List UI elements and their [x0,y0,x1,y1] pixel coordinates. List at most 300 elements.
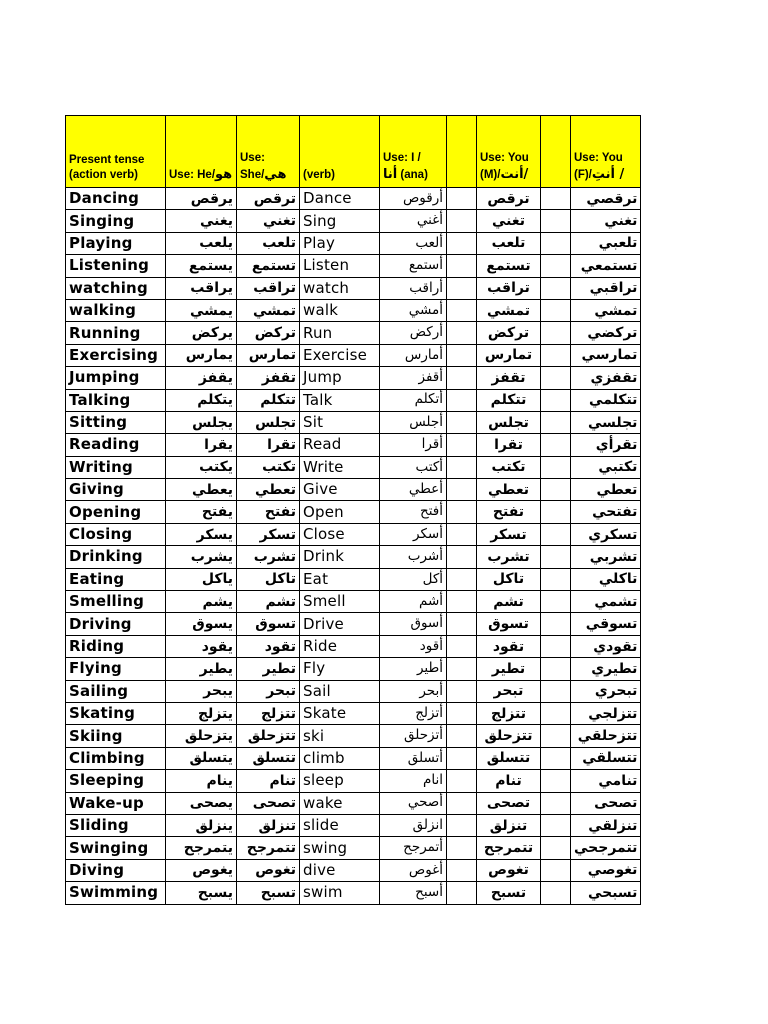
cell-present-tense: Sailing [66,680,166,702]
cell-i: أطير [380,658,447,680]
cell-he: يقرا [166,434,237,456]
cell-you-m: تجلس [477,411,541,433]
cell-you-f: تمارسي [571,344,641,366]
table-row [66,591,641,613]
table-row [66,456,641,478]
cell-present-tense: watching [66,277,166,299]
cell-i: أرقوص [380,188,447,210]
cell-verb: Jump [300,367,380,389]
cell-verb: Write [300,456,380,478]
cell-i: أمارس [380,344,447,366]
cell-you-m: تعطي [477,479,541,501]
cell-present-tense: Giving [66,479,166,501]
cell-you-m: تقود [477,635,541,657]
cell-you-m: تسكر [477,523,541,545]
cell-present-tense: Exercising [66,344,166,366]
cell-she: تقود [237,635,300,657]
table-row [66,814,641,836]
cell-you-m: تتمرجح [477,837,541,859]
cell-he: يمشي [166,299,237,321]
cell-verb: slide [300,814,380,836]
cell-present-tense: Jumping [66,367,166,389]
cell-i: أسبح [380,882,447,904]
cell-present-tense: walking [66,299,166,321]
cell-blank [447,255,477,277]
cell-present-tense: Sleeping [66,770,166,792]
cell-i: أسكر [380,523,447,545]
cell-present-tense: Driving [66,613,166,635]
cell-blank [541,859,571,881]
cell-he: يبحر [166,680,237,702]
cell-i: أقفز [380,367,447,389]
cell-blank [541,613,571,635]
cell-you-m: تفتح [477,501,541,523]
cell-i: أغوص [380,859,447,881]
cell-blank [447,814,477,836]
cell-you-m: تمشي [477,299,541,321]
cell-he: يركض [166,322,237,344]
cell-present-tense: Riding [66,635,166,657]
cell-blank [447,456,477,478]
cell-verb: Sit [300,411,380,433]
cell-you-f: تشمي [571,591,641,613]
cell-he: يمارس [166,344,237,366]
cell-you-m: تبحر [477,680,541,702]
cell-you-f: تسبحي [571,882,641,904]
cell-you-f: تقفزي [571,367,641,389]
cell-blank [447,613,477,635]
cell-you-m: تتزلج [477,702,541,724]
cell-he: يسكر [166,523,237,545]
cell-she: تاكل [237,568,300,590]
cell-blank [541,322,571,344]
cell-i: ألعب [380,232,447,254]
cell-present-tense: Talking [66,389,166,411]
cell-he: ينام [166,770,237,792]
cell-you-f: تبحري [571,680,641,702]
table-row [66,546,641,568]
cell-she: تركض [237,322,300,344]
cell-she: تسكر [237,523,300,545]
cell-i: أسوق [380,613,447,635]
cell-verb: wake [300,792,380,814]
table-row [66,210,641,232]
cell-she: تشم [237,591,300,613]
table-row [66,277,641,299]
cell-i: أبحر [380,680,447,702]
cell-present-tense: Listening [66,255,166,277]
cell-i: أشم [380,591,447,613]
table-row [66,658,641,680]
table-row [66,232,641,254]
cell-present-tense: Flying [66,658,166,680]
cell-blank [447,546,477,568]
cell-you-m: تتسلق [477,747,541,769]
cell-you-f: تكتبي [571,456,641,478]
cell-blank [541,837,571,859]
table-row [66,568,641,590]
cell-present-tense: Swimming [66,882,166,904]
cell-i: أركض [380,322,447,344]
cell-she: تمشي [237,299,300,321]
cell-blank [447,702,477,724]
cell-present-tense: Smelling [66,591,166,613]
cell-she: تكتب [237,456,300,478]
cell-present-tense: Sitting [66,411,166,433]
cell-i: أشرب [380,546,447,568]
cell-present-tense: Climbing [66,747,166,769]
cell-he: يغوص [166,859,237,881]
table-row [66,434,641,456]
table-row [66,725,641,747]
cell-she: تتكلم [237,389,300,411]
cell-you-m: تشم [477,591,541,613]
cell-you-m: تسبح [477,882,541,904]
cell-you-f: تقودي [571,635,641,657]
cell-you-f: تقرأي [571,434,641,456]
cell-you-f: تسكري [571,523,641,545]
cell-blank [541,747,571,769]
cell-i: أمشي [380,299,447,321]
cell-verb: dive [300,859,380,881]
cell-blank [541,232,571,254]
cell-blank [541,591,571,613]
table-row [66,299,641,321]
table-row [66,523,641,545]
cell-she: تراقب [237,277,300,299]
cell-verb: Close [300,523,380,545]
cell-he: ينزلق [166,814,237,836]
header-present-tense: Present tense (action verb) [66,116,166,188]
cell-he: يجلس [166,411,237,433]
cell-blank [541,344,571,366]
cell-i: أستمع [380,255,447,277]
cell-she: ترقص [237,188,300,210]
cell-blank [541,389,571,411]
cell-blank [447,658,477,680]
cell-she: تغوص [237,859,300,881]
table-row [66,837,641,859]
cell-blank [447,277,477,299]
table-row [66,792,641,814]
table-row [66,702,641,724]
table-row [66,389,641,411]
cell-verb: Talk [300,389,380,411]
cell-i: أفتح [380,501,447,523]
cell-you-f: تجلسي [571,411,641,433]
cell-verb: ski [300,725,380,747]
cell-present-tense: Singing [66,210,166,232]
cell-blank [447,523,477,545]
cell-he: يسوق [166,613,237,635]
cell-blank [447,882,477,904]
cell-verb: Skate [300,702,380,724]
cell-you-m: تمارس [477,344,541,366]
cell-i: أتزحلق [380,725,447,747]
cell-you-f: تتزلجي [571,702,641,724]
cell-he: يشم [166,591,237,613]
cell-she: تستمع [237,255,300,277]
cell-blank [447,770,477,792]
cell-you-f: تطيري [571,658,641,680]
cell-he: يتزحلق [166,725,237,747]
cell-verb: watch [300,277,380,299]
cell-i: أتسلق [380,747,447,769]
table-row [66,635,641,657]
cell-she: تتسلق [237,747,300,769]
cell-you-m: تستمع [477,255,541,277]
cell-blank [541,255,571,277]
table-row [66,322,641,344]
cell-present-tense: Sliding [66,814,166,836]
table-row [66,501,641,523]
cell-blank [541,546,571,568]
cell-blank [447,367,477,389]
table-row [66,411,641,433]
cell-she: تفتح [237,501,300,523]
cell-blank [541,299,571,321]
cell-present-tense: Diving [66,859,166,881]
cell-he: يسبح [166,882,237,904]
cell-he: يغني [166,210,237,232]
cell-he: يستمع [166,255,237,277]
cell-verb: swim [300,882,380,904]
cell-you-m: تطير [477,658,541,680]
cell-blank [447,635,477,657]
cell-blank [541,680,571,702]
cell-verb: Dance [300,188,380,210]
cell-you-m: تنزلق [477,814,541,836]
table-row [66,344,641,366]
cell-blank [447,411,477,433]
cell-he: يطير [166,658,237,680]
cell-i: أجلس [380,411,447,433]
cell-she: تغني [237,210,300,232]
cell-he: يراقب [166,277,237,299]
cell-present-tense: Drinking [66,546,166,568]
cell-you-f: تتكلمي [571,389,641,411]
table-row [66,770,641,792]
cell-he: يتمرجح [166,837,237,859]
header-row [66,116,641,188]
cell-he: يكتب [166,456,237,478]
table-row [66,479,641,501]
cell-he: يلعب [166,232,237,254]
cell-you-f: تتمرجحي [571,837,641,859]
cell-blank [447,344,477,366]
cell-present-tense: Skating [66,702,166,724]
cell-he: يتزلج [166,702,237,724]
cell-blank [541,479,571,501]
cell-she: تقفز [237,367,300,389]
cell-he: يصحى [166,792,237,814]
cell-verb: walk [300,299,380,321]
header-blank-1 [447,116,477,188]
cell-blank [447,479,477,501]
cell-he: يرقص [166,188,237,210]
cell-she: تجلس [237,411,300,433]
cell-present-tense: Eating [66,568,166,590]
cell-you-m: تلعب [477,232,541,254]
table-row [66,882,641,904]
cell-i: أقود [380,635,447,657]
cell-i: أعطي [380,479,447,501]
cell-blank [447,747,477,769]
cell-he: يقود [166,635,237,657]
cell-she: تقرا [237,434,300,456]
cell-present-tense: Playing [66,232,166,254]
cell-blank [541,411,571,433]
cell-she: تسبح [237,882,300,904]
cell-blank [541,658,571,680]
cell-you-f: تركضي [571,322,641,344]
cell-blank [447,725,477,747]
cell-blank [541,188,571,210]
cell-i: أقرا [380,434,447,456]
cell-i: أكتب [380,456,447,478]
cell-verb: Sail [300,680,380,702]
cell-blank [447,232,477,254]
cell-you-f: ترقصي [571,188,641,210]
cell-verb: Sing [300,210,380,232]
cell-blank [447,591,477,613]
cell-you-f: تفتحي [571,501,641,523]
cell-you-f: تاكلي [571,568,641,590]
cell-verb: Ride [300,635,380,657]
cell-i: أراقب [380,277,447,299]
cell-you-m: تنام [477,770,541,792]
cell-verb: sleep [300,770,380,792]
cell-she: تطير [237,658,300,680]
cell-you-m: تسوق [477,613,541,635]
cell-he: يعطي [166,479,237,501]
cell-you-f: تنامي [571,770,641,792]
cell-verb: Open [300,501,380,523]
cell-i: انام [380,770,447,792]
table-row [66,859,641,881]
cell-you-m: تراقب [477,277,541,299]
verb-conjugation-table [65,115,641,905]
header-verb: (verb) [300,116,380,188]
cell-verb: Read [300,434,380,456]
cell-present-tense: Opening [66,501,166,523]
cell-present-tense: Closing [66,523,166,545]
cell-you-f: تتزحلقي [571,725,641,747]
cell-i: أكل [380,568,447,590]
cell-blank [541,367,571,389]
cell-blank [541,568,571,590]
cell-you-f: تغني [571,210,641,232]
cell-present-tense: Running [66,322,166,344]
cell-i: أتزلج [380,702,447,724]
cell-blank [541,770,571,792]
cell-blank [447,434,477,456]
cell-you-f: تنزلقي [571,814,641,836]
cell-i: أتكلم [380,389,447,411]
cell-blank [541,277,571,299]
cell-present-tense: Skiing [66,725,166,747]
cell-blank [541,523,571,545]
cell-blank [541,456,571,478]
cell-you-f: تستمعي [571,255,641,277]
cell-she: تعطي [237,479,300,501]
cell-blank [447,299,477,321]
cell-blank [447,210,477,232]
cell-she: تتزحلق [237,725,300,747]
header-i: Use: I / أنا (ana) [380,116,447,188]
cell-blank [447,680,477,702]
cell-blank [447,501,477,523]
cell-you-m: تتكلم [477,389,541,411]
cell-you-f: تلعبي [571,232,641,254]
cell-he: يشرب [166,546,237,568]
cell-you-f: تسوقي [571,613,641,635]
cell-he: ياكل [166,568,237,590]
cell-i: انزلق [380,814,447,836]
cell-blank [447,568,477,590]
cell-you-m: تشرب [477,546,541,568]
cell-blank [447,322,477,344]
cell-verb: Smell [300,591,380,613]
cell-blank [447,389,477,411]
cell-she: تبحر [237,680,300,702]
cell-he: يتكلم [166,389,237,411]
cell-she: تلعب [237,232,300,254]
cell-you-m: تاكل [477,568,541,590]
cell-she: تنزلق [237,814,300,836]
cell-he: يفتح [166,501,237,523]
cell-present-tense: Wake-up [66,792,166,814]
cell-present-tense: Dancing [66,188,166,210]
cell-blank [541,792,571,814]
cell-blank [541,702,571,724]
cell-you-m: تغوص [477,859,541,881]
cell-blank [447,859,477,881]
table-row [66,613,641,635]
cell-verb: Fly [300,658,380,680]
cell-you-f: تتسلقي [571,747,641,769]
cell-you-m: تقفز [477,367,541,389]
cell-blank [541,635,571,657]
table-row [66,367,641,389]
cell-you-m: ترقص [477,188,541,210]
cell-verb: Give [300,479,380,501]
cell-verb: Drive [300,613,380,635]
cell-she: تتزلج [237,702,300,724]
cell-verb: Eat [300,568,380,590]
cell-verb: Run [300,322,380,344]
cell-verb: Listen [300,255,380,277]
cell-you-f: تعطي [571,479,641,501]
cell-you-f: تراقبي [571,277,641,299]
cell-i: أتمرجح [380,837,447,859]
cell-blank [541,882,571,904]
header-you-f: Use: You (F)/أنتِ / [571,116,641,188]
cell-you-m: تغني [477,210,541,232]
header-you-m: Use: You (M)/أنت/ [477,116,541,188]
cell-she: تتمرجح [237,837,300,859]
cell-you-m: تتزحلق [477,725,541,747]
cell-you-m: تقرا [477,434,541,456]
table-row [66,188,641,210]
cell-she: تسوق [237,613,300,635]
cell-she: تصحى [237,792,300,814]
table-row [66,747,641,769]
cell-blank [447,792,477,814]
cell-present-tense: Reading [66,434,166,456]
cell-she: تنام [237,770,300,792]
cell-you-f: تمشي [571,299,641,321]
